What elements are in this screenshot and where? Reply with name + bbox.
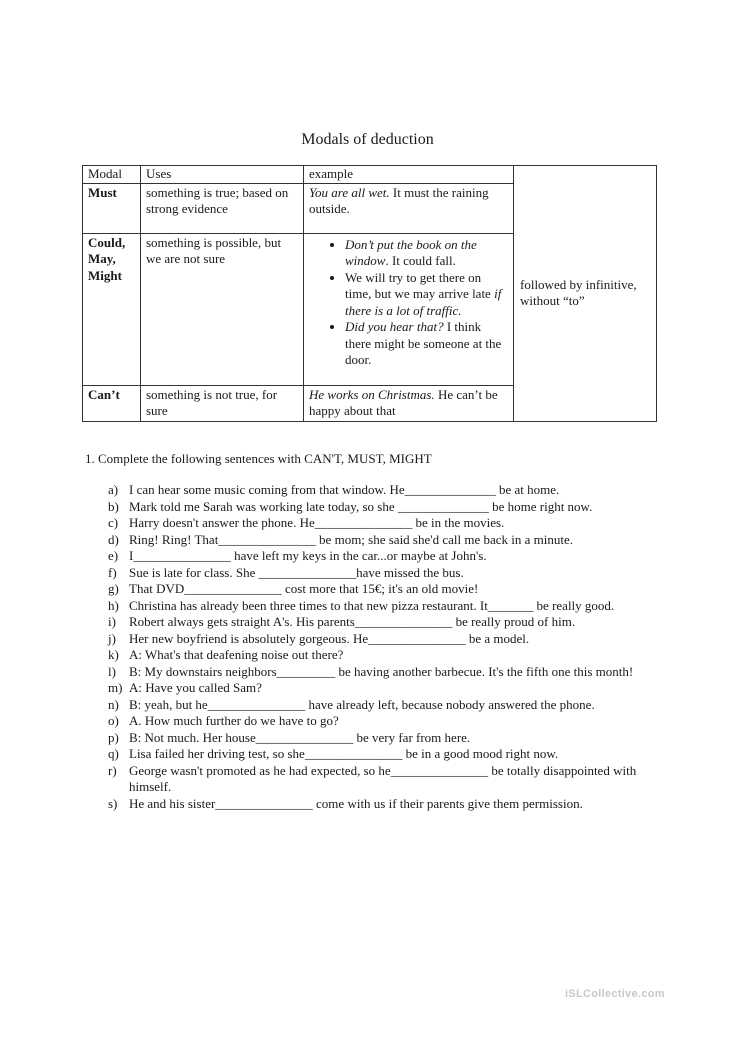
exercise-item bbox=[108, 614, 653, 631]
exercise-item-text: That DVD_______________ cost more that 15€; it's an old movie! bbox=[129, 581, 479, 596]
exercise-item-label: f) bbox=[108, 564, 117, 580]
example-bullet: • We will try to get there on time, but we may arrive late if there is a lot of traffic. bbox=[345, 270, 508, 320]
exercise-item-text: B: Not much. Her house_______________ be very far from here. bbox=[129, 729, 471, 745]
example-bullet: • Don’t put the book on the window. It could fall. bbox=[345, 237, 508, 270]
page-title: Modals of deduction bbox=[301, 131, 434, 148]
exercise-item-text: A. How much further do we have to go? bbox=[129, 713, 339, 728]
exercise-item-label: d) bbox=[108, 531, 119, 547]
exercise-item-label: m) bbox=[108, 680, 123, 695]
exercise-item-label: h) bbox=[108, 597, 119, 613]
example-must-italic: You are all wet. bbox=[309, 184, 390, 200]
exercise-item bbox=[108, 763, 653, 796]
exercise-item-label: a) bbox=[108, 482, 119, 497]
exercise-item-label: k) bbox=[108, 647, 119, 662]
exercise-item bbox=[108, 680, 653, 697]
exercise-item-text: Christina has already been three times to that new pizza restaurant. It_______ be really good. bbox=[129, 597, 615, 613]
exercise-item-text: Robert always gets straight A's. His parents_______________ be really proud of him. bbox=[129, 614, 576, 629]
exercise-item bbox=[108, 631, 653, 648]
exercise-item-text: Lisa failed her driving test, so she_______________ be in a good mood right now. bbox=[129, 746, 559, 761]
exercise-item bbox=[108, 664, 653, 681]
exercise-item-label: l) bbox=[108, 663, 116, 679]
exercise-item-label: o) bbox=[108, 713, 119, 728]
exercise-item-label: e) bbox=[108, 548, 119, 563]
exercise-item bbox=[108, 796, 653, 813]
exercise-item-label: p) bbox=[108, 729, 119, 745]
exercise-item-text: I_______________ have left my keys in the car...or maybe at John's. bbox=[129, 548, 487, 563]
header-uses: Uses bbox=[141, 166, 304, 184]
watermark: iSLCollective.com bbox=[565, 988, 665, 1000]
exercise-item-label: j) bbox=[108, 630, 116, 646]
modals-table bbox=[82, 165, 657, 422]
exercise-item-text: Sue is late for class. She _______________have missed the bus. bbox=[129, 564, 464, 580]
exercise-item bbox=[108, 697, 653, 714]
exercise-item-text: B: yeah, but he_______________ have already left, because nobody answered the phone. bbox=[129, 696, 595, 712]
example-cant-rest: He can’t be happy about that bbox=[309, 386, 498, 418]
exercise-item-label: s) bbox=[108, 795, 118, 811]
exercise-item bbox=[108, 565, 653, 582]
exercise-instruction: 1. Complete the following sentences with CAN'T, MUST, MIGHT bbox=[85, 451, 432, 466]
exercise-item bbox=[108, 515, 653, 532]
exercise-item-label: i) bbox=[108, 614, 116, 629]
exercise-item-label: b) bbox=[108, 498, 119, 514]
exercise-item-text: Her new boyfriend is absolutely gorgeous. He_______________ be a model. bbox=[129, 630, 530, 646]
example-could bbox=[304, 233, 514, 385]
exercise-list bbox=[108, 482, 653, 812]
example-bullet: • Did you hear that? I think there might be someone at the door. bbox=[345, 319, 508, 369]
modal-cant: Can’t bbox=[83, 385, 141, 421]
exercise-item bbox=[108, 482, 653, 499]
exercise-item-text: Harry doesn't answer the phone. He_______________ be in the movies. bbox=[129, 515, 505, 530]
exercise-item bbox=[108, 746, 653, 763]
use-could: something is possible, but we are not sure bbox=[141, 233, 304, 385]
modal-must: Must bbox=[83, 183, 141, 233]
example-cant-italic: He works on Christmas. bbox=[309, 386, 435, 402]
exercise-item-label: c) bbox=[108, 515, 119, 530]
infinitive-note: followed by infinitive, without “to” bbox=[514, 166, 657, 422]
exercise-item-text: He and his sister_______________ come with us if their parents give them permission. bbox=[129, 795, 583, 811]
exercise-item-text: Ring! Ring! That_______________ be mom; she said she'd call me back in a minute. bbox=[129, 531, 574, 547]
use-cant: something is not true, for sure bbox=[141, 385, 304, 421]
header-example: example bbox=[304, 166, 514, 184]
exercise-item bbox=[108, 647, 653, 664]
table-header-row bbox=[83, 166, 657, 184]
exercise-item bbox=[108, 730, 653, 747]
example-must bbox=[304, 183, 514, 233]
exercise-item-text: Mark told me Sarah was working late today, so she ______________ be home right now. bbox=[129, 498, 593, 514]
modal-could-may-might: Could, May, Might bbox=[83, 233, 141, 385]
example-must-rest: It must the raining outside. bbox=[309, 184, 489, 216]
exercise-item-text: A: Have you called Sam? bbox=[129, 680, 262, 695]
header-modal: Modal bbox=[83, 166, 141, 184]
example-cant bbox=[304, 385, 514, 421]
use-must: something is true; based on strong evidence bbox=[141, 183, 304, 233]
exercise-item-label: n) bbox=[108, 696, 119, 712]
exercise-item bbox=[108, 548, 653, 565]
exercise-item-label: q) bbox=[108, 746, 119, 761]
exercise-item-label: r) bbox=[108, 762, 117, 778]
exercise-item-text: B: My downstairs neighbors_________ be having another barbecue. It's the fifth one this month! bbox=[129, 663, 634, 679]
exercise-item bbox=[108, 713, 653, 730]
exercise-item-text: George wasn't promoted as he had expected, so he_______________ be totally disappointed with himself. bbox=[129, 762, 637, 794]
example-bullet-list bbox=[309, 237, 508, 369]
exercise-item-text: A: What's that deafening noise out there? bbox=[129, 647, 344, 662]
exercise-item-label: g) bbox=[108, 581, 119, 596]
exercise-item bbox=[108, 499, 653, 516]
exercise-item bbox=[108, 581, 653, 598]
exercise-item bbox=[108, 598, 653, 615]
exercise-item-text: I can hear some music coming from that window. He______________ be at home. bbox=[129, 482, 560, 497]
exercise-item bbox=[108, 532, 653, 549]
